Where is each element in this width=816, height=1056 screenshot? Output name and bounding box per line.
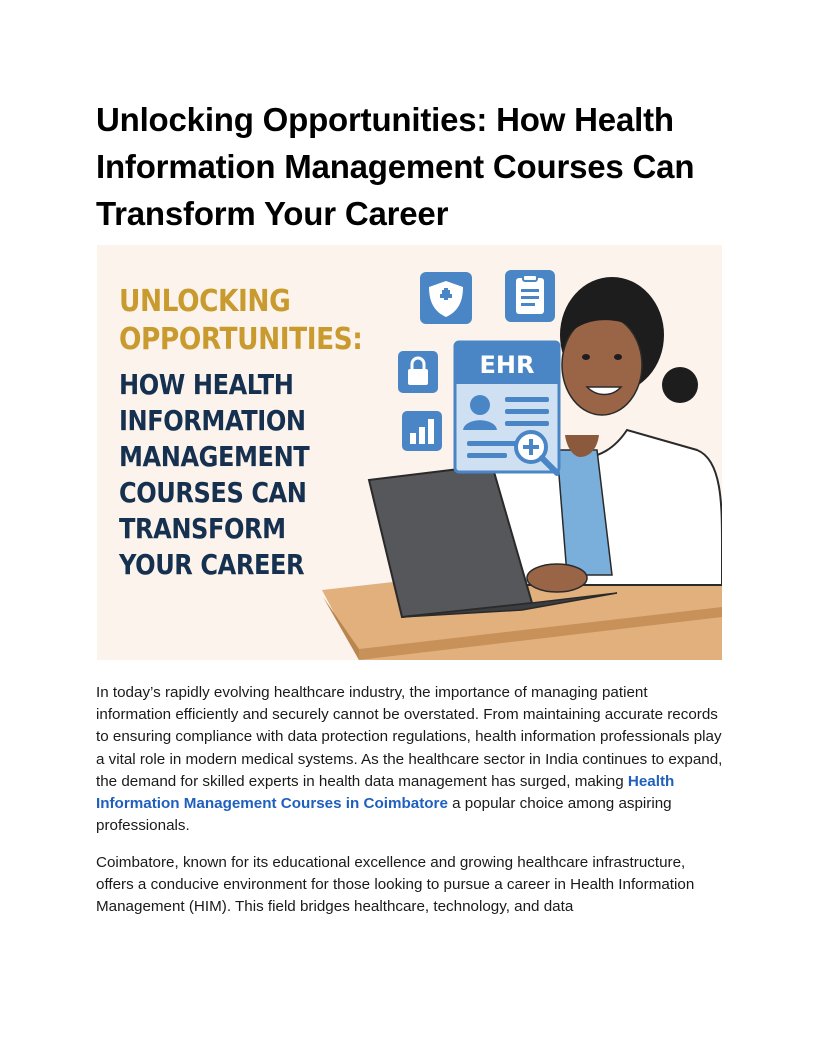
hero-headline-line: INFORMATION	[119, 404, 306, 437]
hero-headline-line: YOUR CAREER	[119, 548, 305, 581]
courses-link[interactable]: Health Information Management Courses in Coimbatore	[96, 772, 675, 813]
document-title: Unlocking Opportunities: How Health Information Management Courses Can Transform Your Career	[96, 101, 695, 232]
ehr-avatar-head	[470, 395, 490, 415]
ehr-line	[467, 441, 517, 446]
bar-chart-bar	[410, 433, 416, 444]
hair-bun	[662, 367, 698, 403]
ehr-line	[505, 421, 549, 426]
lock-body	[408, 369, 428, 385]
hero-headline-line: COURSES CAN	[119, 476, 307, 509]
ehr-line	[505, 409, 549, 414]
bar-chart-bar	[419, 427, 425, 444]
eye-right	[614, 354, 622, 360]
hero-headline	[119, 283, 409, 583]
eye-left	[582, 354, 590, 360]
hand	[527, 564, 587, 592]
face	[562, 315, 642, 415]
clipboard-line	[521, 303, 535, 306]
paragraph-text: a popular choice among aspiring professionals.	[96, 795, 672, 835]
ehr-line	[505, 397, 549, 402]
clipboard-line	[521, 289, 539, 292]
hero-headline-line: UNLOCKING	[119, 284, 291, 319]
hero-illustration	[97, 245, 722, 660]
ehr-label: EHR	[479, 351, 535, 379]
hero-headline-line: MANAGEMENT	[119, 440, 310, 473]
hero-headline-line: TRANSFORM	[119, 512, 286, 545]
bar-chart-bar	[428, 419, 434, 444]
clipboard-clip	[523, 275, 537, 281]
paragraph-text: In today’s rapidly evolving healthcare industry, the importance of managing patient information efficiently and securely cannot be overstated. From maintaining accurate records to ensuring compliance with data protection regulations, health information professionals play a vital role in modern medical systems. As the healthcare sector in India continues to expand, the demand for skilled experts in health data management has surged, making	[96, 684, 723, 790]
hero-headline-line: HOW HEALTH	[119, 368, 294, 401]
clipboard-line	[521, 296, 539, 299]
intro-paragraph	[96, 682, 724, 837]
ehr-line	[467, 453, 507, 458]
coimbatore-paragraph: Coimbatore, known for its educational excellence and growing healthcare infrastructure, offers a conducive environment for those looking to pursue a career in Health Information Management (HIM). This field bridges healthcare, technology, and data	[96, 854, 695, 916]
hero-headline-line: OPPORTUNITIES:	[119, 322, 363, 357]
